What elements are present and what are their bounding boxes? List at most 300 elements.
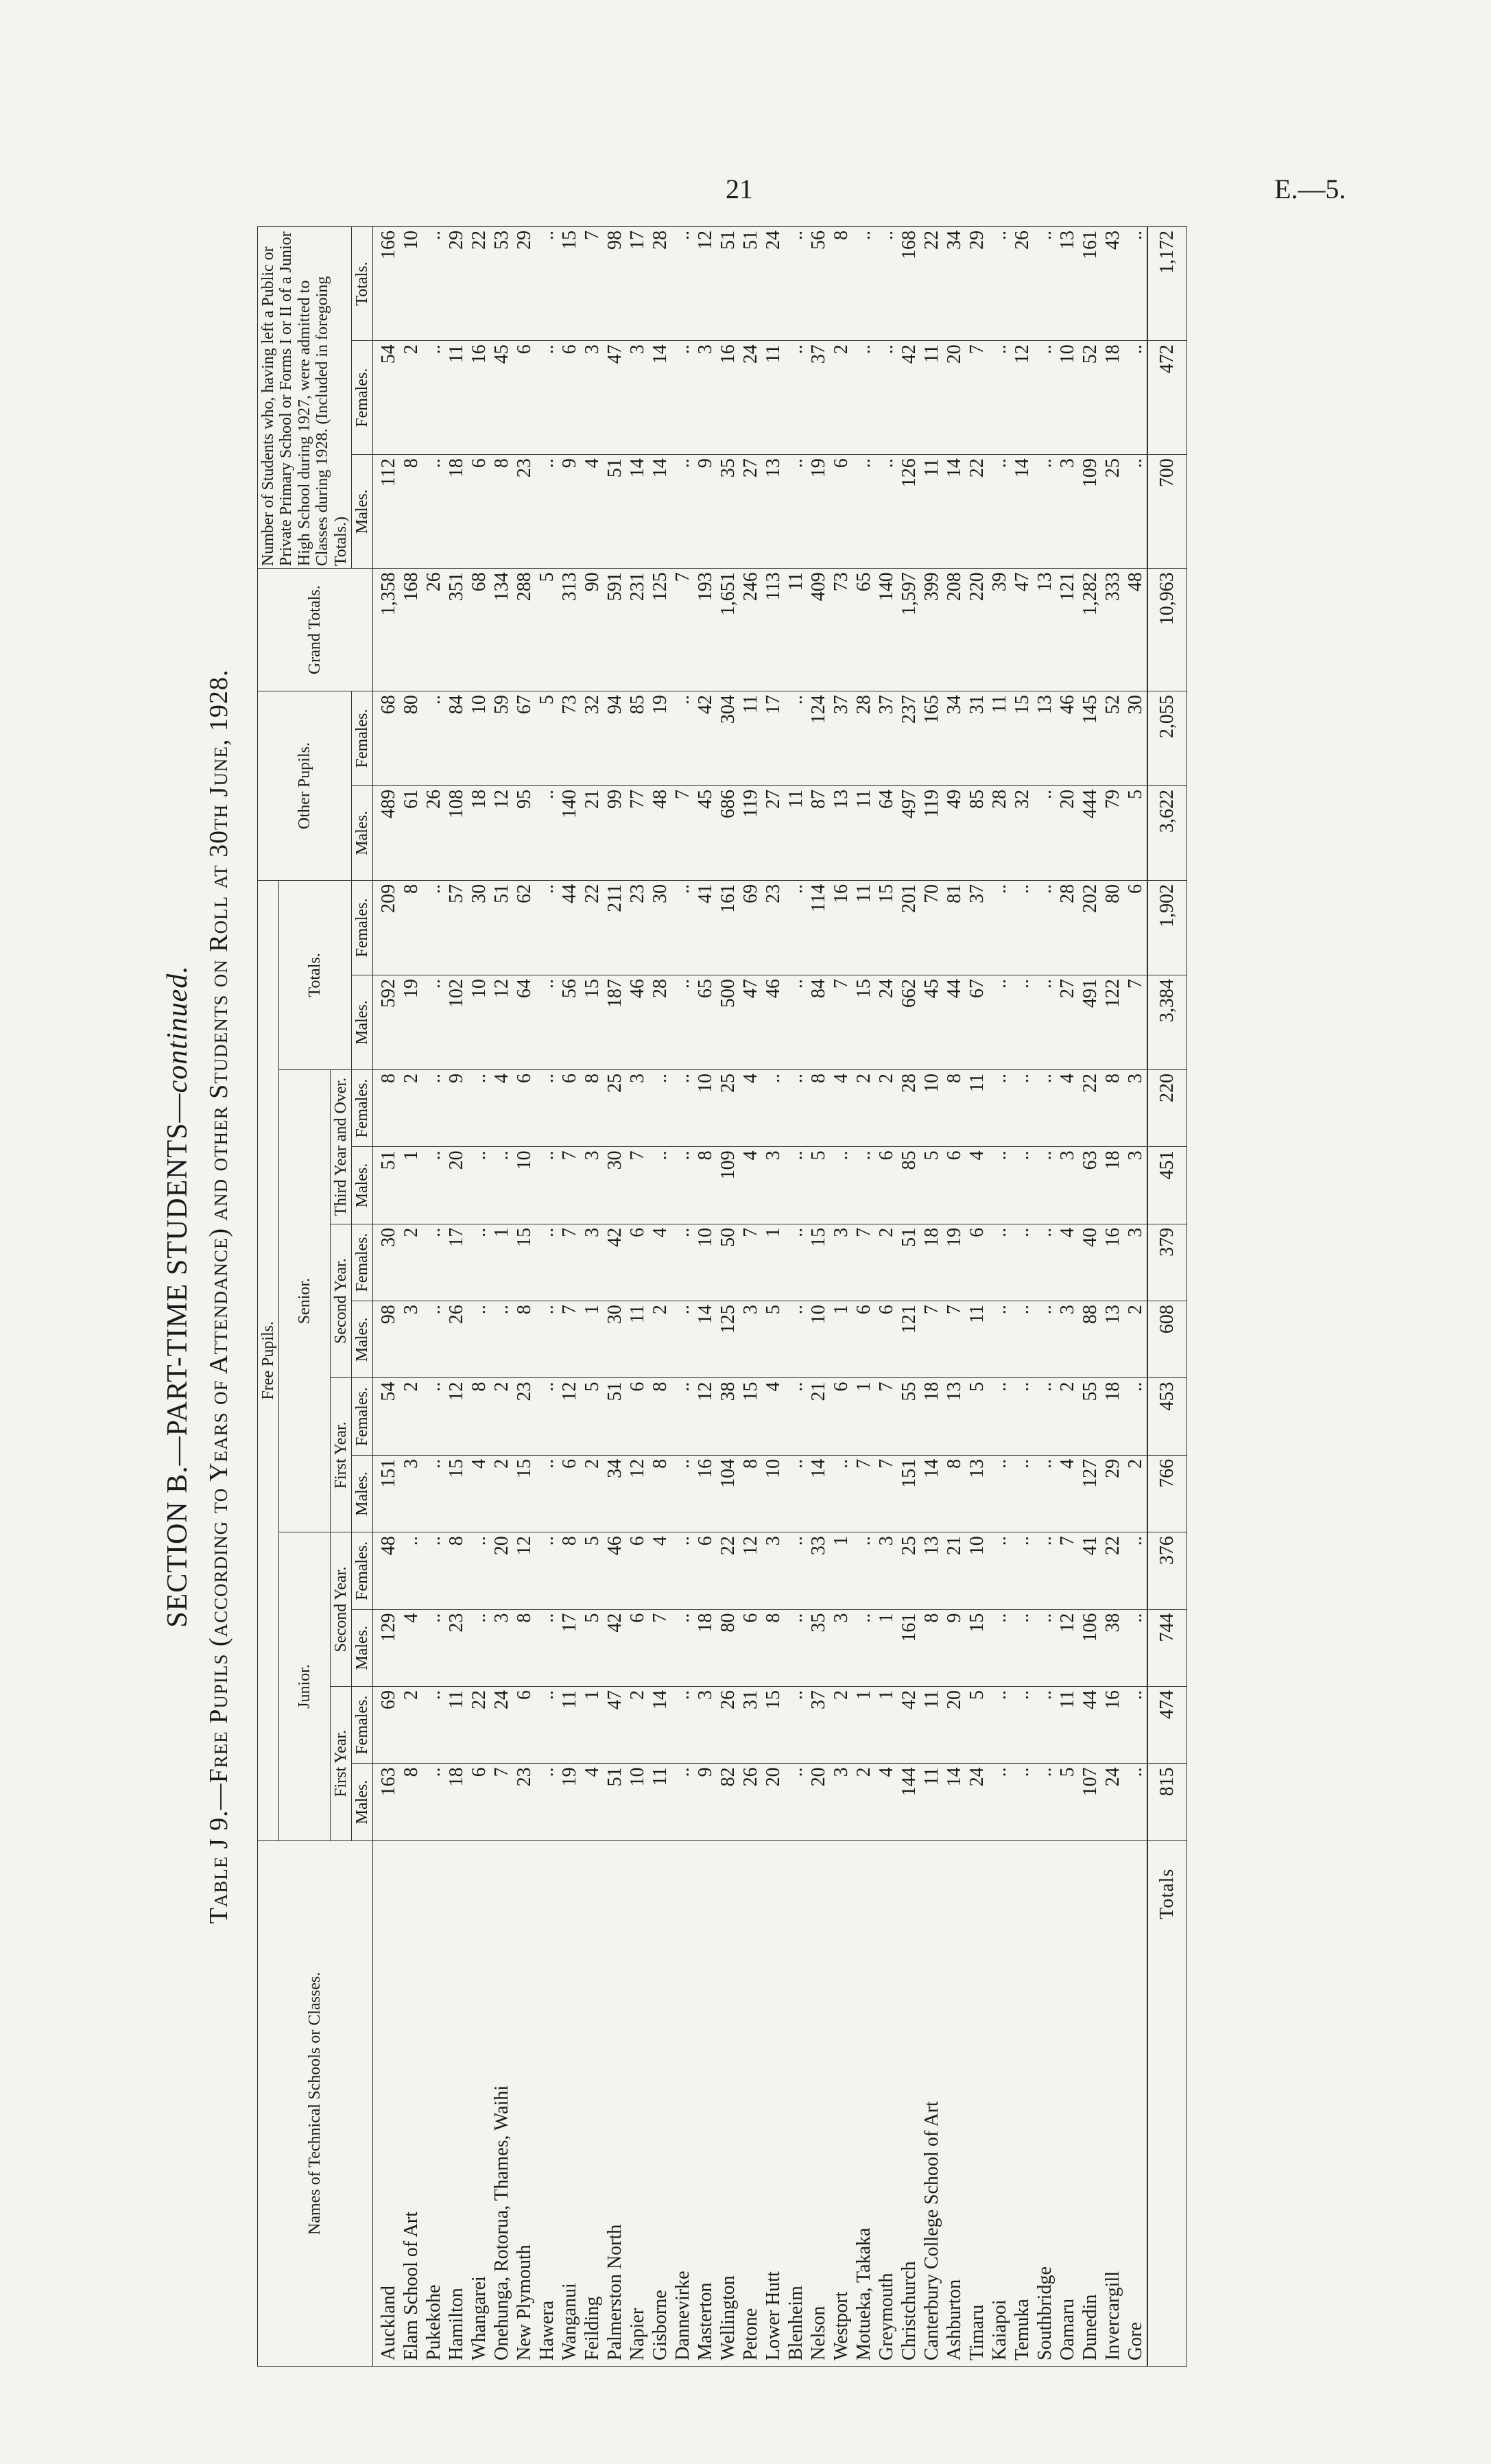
cell-value: 62 (513, 880, 536, 975)
cell-value: 20 (445, 1147, 468, 1224)
cell-value: .. (785, 341, 807, 455)
cell-value: 23 (513, 455, 536, 569)
cell-value: .. (785, 1069, 807, 1146)
cell-value: 11 (920, 1764, 943, 1840)
cell-value: 11 (988, 691, 1011, 786)
cell-value: 29 (445, 227, 468, 341)
cell-value: .. (988, 341, 1011, 455)
cell-value: .. (422, 1455, 445, 1532)
cell-value: 18 (468, 786, 490, 881)
cell-value: 21 (943, 1532, 966, 1609)
cell-value: .. (875, 341, 898, 455)
cell-value: 55 (1079, 1378, 1101, 1455)
table-row (513, 227, 536, 2367)
cell-value: 26 (717, 1686, 739, 1763)
cell-value: 14 (649, 341, 671, 455)
cell-value: 10 (920, 1069, 943, 1146)
cell-value: 48 (373, 1532, 401, 1609)
cell-value: 4 (490, 1069, 513, 1146)
cell-value: 6 (558, 1455, 581, 1532)
cell-value: 6 (513, 1686, 536, 1763)
cell-value: .. (422, 227, 445, 341)
cell-value: 7 (875, 1378, 898, 1455)
cell-value: 22 (717, 1532, 739, 1609)
cell-value: .. (785, 227, 807, 341)
school-name: Christchurch (898, 1840, 920, 2366)
cell-value: 21 (807, 1378, 830, 1455)
cell-value: 26 (1011, 227, 1034, 341)
cell-value: 12 (694, 227, 717, 341)
cell-value: 2 (581, 1455, 604, 1532)
cell-value: .. (671, 1686, 694, 1763)
cell-value: 1,172 (1147, 227, 1187, 341)
cell-value: 14 (943, 1764, 966, 1840)
cell-value: 1 (830, 1301, 852, 1378)
cell-value: .. (422, 341, 445, 455)
cell-value: 379 (1147, 1224, 1187, 1301)
cell-value: 40 (1079, 1224, 1101, 1301)
cell-value: 20 (807, 1764, 830, 1840)
cell-value: 1 (830, 1532, 852, 1609)
cell-value: 56 (807, 227, 830, 341)
cell-value: .. (988, 1224, 1011, 1301)
cell-value: 25 (1101, 455, 1124, 569)
cell-value: 10 (626, 1764, 649, 1840)
cell-value: 27 (1056, 975, 1079, 1070)
cell-value: 24 (739, 341, 762, 455)
cell-value: 7 (852, 1455, 875, 1532)
cell-value: 102 (445, 975, 468, 1070)
cell-value: 15 (513, 1224, 536, 1301)
cell-value: 88 (1079, 1301, 1101, 1378)
cell-value: 13 (943, 1378, 966, 1455)
cell-value: 16 (468, 341, 490, 455)
cell-value: .. (468, 1069, 490, 1146)
cell-value: 108 (445, 786, 468, 881)
cell-value: .. (536, 880, 558, 975)
cell-value: 3 (1124, 1147, 1147, 1224)
cell-value: 220 (1147, 1069, 1187, 1146)
cell-value: 10 (1056, 341, 1079, 455)
header-females: Females. (351, 1532, 372, 1609)
cell-value: 56 (558, 975, 581, 1070)
cell-value: 3 (1124, 1224, 1147, 1301)
cell-value: 37 (830, 691, 852, 786)
cell-value: 9 (694, 455, 717, 569)
cell-value: .. (1124, 1686, 1147, 1763)
cell-value: 34 (943, 691, 966, 786)
cell-value: 6 (739, 1609, 762, 1686)
cell-value: 474 (1147, 1686, 1187, 1763)
cell-value: .. (422, 880, 445, 975)
cell-value: 3 (830, 1764, 852, 1840)
cell-value: 497 (898, 786, 920, 881)
cell-value: 8 (920, 1609, 943, 1686)
cell-value: 51 (490, 880, 513, 975)
cell-value: .. (536, 1069, 558, 1146)
cell-value: 46 (604, 1532, 626, 1609)
cell-value: 3 (739, 1301, 762, 1378)
cell-value: 5 (762, 1301, 785, 1378)
cell-value: .. (1124, 1764, 1147, 1840)
cell-value: 8 (1101, 1069, 1124, 1146)
table-row (739, 227, 762, 2367)
cell-value: 21 (581, 786, 604, 881)
school-name: Onehunga, Rotorua, Thames, Waihi (490, 1840, 513, 2366)
cell-value: 8 (694, 1147, 717, 1224)
cell-value: 20 (490, 1532, 513, 1609)
cell-value: 121 (1056, 569, 1079, 691)
cell-value: .. (1011, 1069, 1034, 1146)
cell-value: 208 (943, 569, 966, 691)
cell-value: 47 (604, 341, 626, 455)
table-row (807, 227, 830, 2367)
cell-value: 6 (513, 341, 536, 455)
cell-value: 8 (400, 455, 422, 569)
cell-value: 12 (1056, 1609, 1079, 1686)
cell-value: 140 (558, 786, 581, 881)
cell-value: 10 (807, 1301, 830, 1378)
cell-value: .. (1124, 455, 1147, 569)
section-title (161, 226, 194, 2367)
cell-value: 15 (581, 975, 604, 1070)
cell-value: 42 (604, 1609, 626, 1686)
cell-value: 31 (966, 691, 988, 786)
cell-value: 12 (490, 786, 513, 881)
cell-value: 22 (581, 880, 604, 975)
cell-value: 8 (490, 455, 513, 569)
cell-value: 1,597 (898, 569, 920, 691)
cell-value: 19 (807, 455, 830, 569)
cell-value: 351 (445, 569, 468, 691)
school-name: Kaiapoi (988, 1840, 1011, 2366)
cell-value: 52 (1079, 341, 1101, 455)
cell-value: 3 (400, 1455, 422, 1532)
cell-value: .. (671, 455, 694, 569)
cell-value: .. (671, 1224, 694, 1301)
cell-value: 48 (649, 786, 671, 881)
cell-value: 7 (671, 569, 694, 691)
cell-value: 4 (875, 1764, 898, 1840)
cell-value: 7 (558, 1224, 581, 1301)
cell-value: 2 (400, 1378, 422, 1455)
cell-value: 140 (875, 569, 898, 691)
cell-value: 30 (604, 1301, 626, 1378)
cell-value: 67 (966, 975, 988, 1070)
cell-value: .. (1011, 1147, 1034, 1224)
school-name: Hawera (536, 1840, 558, 2366)
cell-value: .. (1011, 1455, 1034, 1532)
header-males: Males. (351, 975, 372, 1070)
cell-value: .. (1034, 975, 1056, 1070)
cell-value: 65 (694, 975, 717, 1070)
cell-value: .. (422, 975, 445, 1070)
cell-value: 8 (807, 1069, 830, 1146)
cell-value: 18 (1101, 1147, 1124, 1224)
cell-value: .. (1034, 1069, 1056, 1146)
cell-value: 2 (852, 1764, 875, 1840)
school-name: Masterton (694, 1840, 717, 2366)
cell-value: 3 (1056, 1147, 1079, 1224)
cell-value: 11 (649, 1764, 671, 1840)
cell-value: .. (785, 1764, 807, 1840)
cell-value: .. (468, 1301, 490, 1378)
school-name: Petone (739, 1840, 762, 2366)
cell-value: 10 (468, 975, 490, 1070)
cell-value: .. (536, 1609, 558, 1686)
header-grand-totals: Grand Totals. (258, 569, 373, 691)
cell-value: 209 (373, 880, 401, 975)
cell-value: 11 (852, 880, 875, 975)
cell-value: 69 (373, 1686, 401, 1763)
cell-value: 38 (1101, 1609, 1124, 1686)
cell-value: 17 (558, 1609, 581, 1686)
cell-value: 46 (762, 975, 785, 1070)
cell-value: 51 (604, 1764, 626, 1840)
cell-value: 10,963 (1147, 569, 1187, 691)
cell-value: .. (671, 1069, 694, 1146)
cell-value: 23 (513, 1378, 536, 1455)
table-body (373, 227, 1187, 2367)
cell-value: 5 (1124, 786, 1147, 881)
cell-value: 15 (875, 880, 898, 975)
cell-value: 44 (943, 975, 966, 1070)
header-females: Females. (351, 1069, 372, 1146)
cell-value: 44 (1079, 1686, 1101, 1763)
cell-value: 211 (604, 880, 626, 975)
cell-value: 22 (1079, 1069, 1101, 1146)
cell-value: 15 (445, 1455, 468, 1532)
cell-value: 8 (943, 1069, 966, 1146)
cell-value: 6 (626, 1532, 649, 1609)
cell-value: .. (988, 1532, 1011, 1609)
cell-value: .. (468, 1609, 490, 1686)
cell-value: 95 (513, 786, 536, 881)
school-name: Pukekohe (422, 1840, 445, 2366)
cell-value: 3 (626, 341, 649, 455)
cell-value: 6 (513, 1069, 536, 1146)
cell-value: 14 (1011, 455, 1034, 569)
school-name: Westport (830, 1840, 852, 2366)
cell-value: 24 (762, 227, 785, 341)
header-females: Females. (351, 1378, 372, 1455)
cell-value: 2 (490, 1378, 513, 1455)
cell-value: 11 (920, 1686, 943, 1763)
cell-value: 12 (1011, 341, 1034, 455)
cell-value: 106 (1079, 1609, 1101, 1686)
table-row (1124, 227, 1147, 2367)
cell-value: .. (1011, 1224, 1034, 1301)
cell-value: 491 (1079, 975, 1101, 1070)
cell-value: 16 (1101, 1686, 1124, 1763)
cell-value: .. (536, 786, 558, 881)
cell-value: .. (536, 1532, 558, 1609)
cell-value: 11 (762, 341, 785, 455)
cell-value: 12 (626, 1455, 649, 1532)
cell-value: .. (988, 1686, 1011, 1763)
cell-value: 11 (558, 1686, 581, 1763)
cell-value: 43 (1101, 227, 1124, 341)
cell-value: 4 (581, 1764, 604, 1840)
cell-value: 38 (717, 1378, 739, 1455)
header-senior-second-year: Second Year. (330, 1224, 351, 1378)
cell-value: .. (1034, 455, 1056, 569)
cell-value: 18 (920, 1378, 943, 1455)
cell-value: 80 (1101, 880, 1124, 975)
header-females: Females. (351, 691, 372, 786)
cell-value: 1 (852, 1686, 875, 1763)
cell-value: 7 (649, 1609, 671, 1686)
cell-value: .. (785, 1301, 807, 1378)
cell-value: 11 (920, 455, 943, 569)
cell-value: .. (988, 975, 1011, 1070)
cell-value: 451 (1147, 1147, 1187, 1224)
cell-value: 11 (445, 1686, 468, 1763)
school-name: Napier (626, 1840, 649, 2366)
cell-value: 47 (739, 975, 762, 1070)
cell-value: 13 (1034, 691, 1056, 786)
cell-value: .. (422, 1147, 445, 1224)
cell-value: 119 (920, 786, 943, 881)
cell-value: 608 (1147, 1301, 1187, 1378)
table-row (400, 227, 422, 2367)
cell-value: 20 (943, 1686, 966, 1763)
cell-value: 14 (694, 1301, 717, 1378)
cell-value: 3 (762, 1147, 785, 1224)
cell-value: 8 (400, 1764, 422, 1840)
cell-value: .. (1124, 1378, 1147, 1455)
table-row (785, 227, 807, 2367)
cell-value: .. (785, 691, 807, 786)
cell-value: 26 (422, 786, 445, 881)
school-name: Dunedin (1079, 1840, 1101, 2366)
cell-value: 4 (1056, 1224, 1079, 1301)
cell-value: .. (671, 691, 694, 786)
cell-value: .. (988, 880, 1011, 975)
cell-value: .. (1011, 975, 1034, 1070)
cell-value: 98 (373, 1301, 401, 1378)
cell-value: 4 (649, 1224, 671, 1301)
cell-value: .. (1124, 1532, 1147, 1609)
cell-value: 19 (943, 1224, 966, 1301)
header-totals: Totals. (279, 880, 352, 1069)
cell-value: 61 (400, 786, 422, 881)
header-males: Males. (351, 1455, 372, 1532)
cell-value: .. (988, 455, 1011, 569)
cell-value: 11 (852, 786, 875, 881)
table-row (830, 227, 852, 2367)
cell-value: 37 (807, 341, 830, 455)
cell-value: 2 (875, 1069, 898, 1146)
cell-value: 231 (626, 569, 649, 691)
cell-value: 16 (694, 1455, 717, 1532)
cell-value: .. (536, 227, 558, 341)
table-row (671, 227, 694, 2367)
cell-value: 29 (966, 227, 988, 341)
cell-value: .. (671, 1455, 694, 1532)
cell-value: .. (422, 1224, 445, 1301)
cell-value: 42 (604, 1224, 626, 1301)
cell-value: .. (852, 1532, 875, 1609)
cell-value: 30 (604, 1147, 626, 1224)
cell-value: .. (1034, 1532, 1056, 1609)
cell-value: 6 (852, 1301, 875, 1378)
cell-value: 163 (373, 1764, 401, 1840)
cell-value: 5 (807, 1147, 830, 1224)
cell-value: 54 (373, 1378, 401, 1455)
cell-value: 42 (694, 691, 717, 786)
cell-value: 55 (898, 1378, 920, 1455)
cell-value: .. (785, 880, 807, 975)
cell-value: .. (988, 227, 1011, 341)
school-name: Wellington (717, 1840, 739, 2366)
cell-value: 112 (373, 455, 401, 569)
cell-value: 85 (966, 786, 988, 881)
cell-value: 8 (513, 1609, 536, 1686)
cell-value: 35 (717, 455, 739, 569)
cell-value: 1,358 (373, 569, 401, 691)
cell-value: 18 (694, 1609, 717, 1686)
school-name: Totals (1147, 1840, 1187, 2366)
cell-value: .. (1034, 1301, 1056, 1378)
cell-value: 12 (739, 1532, 762, 1609)
cell-value: 26 (445, 1301, 468, 1378)
cell-value: 7 (875, 1455, 898, 1532)
cell-value: 99 (604, 786, 626, 881)
cell-value: 4 (1056, 1455, 1079, 1532)
cell-value: 20 (943, 341, 966, 455)
cell-value: 6 (830, 1378, 852, 1455)
cell-value: 113 (762, 569, 785, 691)
cell-value: .. (422, 455, 445, 569)
cell-value: .. (468, 1224, 490, 1301)
table-row (468, 227, 490, 2367)
cell-value: 87 (807, 786, 830, 881)
cell-value: .. (875, 455, 898, 569)
cell-value: .. (785, 1609, 807, 1686)
cell-value: .. (536, 1378, 558, 1455)
cell-value: 161 (717, 880, 739, 975)
cell-value: 3 (626, 1069, 649, 1146)
cell-value: 4 (581, 455, 604, 569)
cell-value: 1,902 (1147, 880, 1187, 975)
header-males: Males. (351, 1609, 372, 1686)
cell-value: 7 (739, 1224, 762, 1301)
cell-value: 42 (898, 341, 920, 455)
cell-value: 7 (671, 786, 694, 881)
header-junior-second-year: Second Year. (330, 1532, 351, 1687)
cell-value: 14 (649, 1686, 671, 1763)
cell-value: 24 (875, 975, 898, 1070)
cell-value: .. (852, 1609, 875, 1686)
cell-value: 1,282 (1079, 569, 1101, 691)
cell-value: 8 (513, 1301, 536, 1378)
cell-value: 51 (717, 227, 739, 341)
cell-value: 30 (373, 1224, 401, 1301)
cell-value: .. (536, 1301, 558, 1378)
table-row (558, 227, 581, 2367)
cell-value: 18 (1101, 1378, 1124, 1455)
cell-value: 125 (649, 569, 671, 691)
school-name: Invercargill (1101, 1840, 1124, 2366)
cell-value: 662 (898, 975, 920, 1070)
section-title-suffix: continued. (162, 965, 193, 1093)
header-senior: Senior. (279, 1069, 330, 1532)
cell-value: 5 (581, 1378, 604, 1455)
cell-value: 13 (762, 455, 785, 569)
cell-value: 73 (558, 691, 581, 786)
cell-value: 19 (400, 975, 422, 1070)
